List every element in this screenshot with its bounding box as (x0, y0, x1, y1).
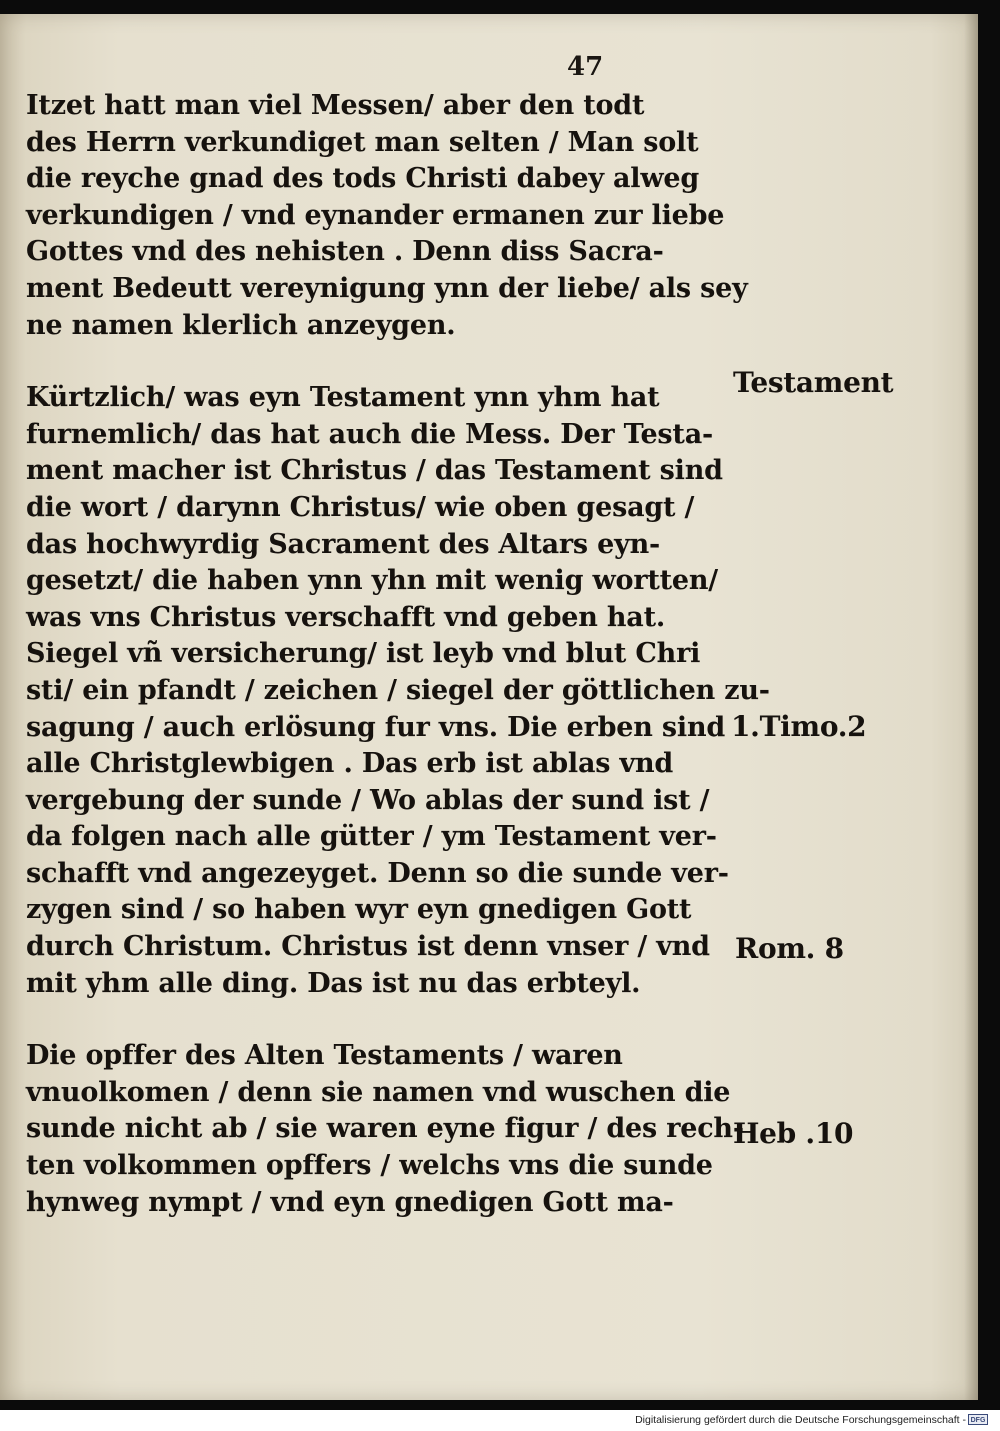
paragraph (26, 88, 748, 344)
text-line: hynweg nympt / vnd eyn gnedigen Gott ma- (26, 1186, 674, 1218)
text-line: sti/ ein pfandt / zeichen / siegel der göttlichen zu- (26, 674, 770, 706)
text-line: vnuolkomen / denn sie namen vnd wuschen die (26, 1076, 731, 1108)
text-line: Siegel vñ versicherung/ ist leyb vnd blut Chri (26, 638, 701, 670)
margin-note-hebrews: Heb .10 (733, 1117, 854, 1150)
text-line: sagung / auch erlösung fur vns. Die erben sind (26, 711, 726, 743)
text-line: mit yhm alle ding. Das ist nu das erbteyl. (26, 967, 641, 999)
book-page (0, 14, 978, 1400)
text-line: verkundigen / vnd eynander ermanen zur liebe (26, 199, 725, 231)
text-line: Kürtzlich/ was eyn Testament ynn yhm hat (26, 382, 660, 414)
text-line: die wort / darynn Christus/ wie oben gesagt / (26, 491, 695, 523)
text-line: da folgen nach alle gütter / ym Testament ver- (26, 821, 717, 853)
paragraph (26, 380, 770, 1002)
margin-note-romans: Rom. 8 (735, 932, 844, 965)
margin-note-timothy: 1.Timo.2 (731, 710, 867, 743)
text-line: die reyche gnad des tods Christi dabey alweg (26, 163, 700, 195)
page-number: 47 (567, 52, 604, 82)
text-line: ment macher ist Christus / das Testament sind (26, 455, 723, 487)
text-line: ne namen klerlich anzeygen. (26, 309, 456, 341)
text-line: furnemlich/ das hat auch die Mess. Der Testa- (26, 418, 714, 450)
body-text (26, 88, 770, 1221)
text-line: das hochwyrdig Sacrament des Altars eyn- (26, 528, 661, 560)
text-line: ment Bedeutt vereynigung ynn der liebe/ als sey (26, 272, 748, 304)
text-line: gesetzt/ die haben ynn yhn mit wenig wortten/ (26, 565, 718, 597)
paragraph (26, 1038, 744, 1221)
text-line: zygen sind / so haben wyr eyn gnedigen Gott (26, 894, 692, 926)
dfg-logo: DFG (968, 1414, 988, 1425)
text-line: vergebung der sunde / Wo ablas der sund ist / (26, 784, 710, 816)
digitization-credit: Digitalisierung gefördert durch die Deutsche Forschungsgemeinschaft - (635, 1414, 966, 1426)
text-line: Itzet hatt man viel Messen/ aber den todt (26, 90, 645, 121)
text-line: Gottes vnd des nehisten . Denn diss Sacra- (26, 236, 664, 268)
text-line: schafft vnd angezeyget. Denn so die sunde ver- (26, 857, 729, 889)
paragraph-gap (26, 344, 726, 380)
text-line: alle Christglewbigen . Das erb ist ablas vnd (26, 748, 674, 780)
text-line: Die opffer des Alten Testaments / waren (26, 1040, 623, 1072)
text-line: des Herrn verkundiget man selten / Man solt (26, 126, 699, 158)
text-line: durch Christum. Christus ist denn vnser / vnd (26, 931, 710, 963)
text-line: was vns Christus verschafft vnd geben hat. (26, 601, 666, 633)
text-line: ten volkommen opffers / welchs vns die sunde (26, 1150, 713, 1182)
paragraph-gap (26, 1002, 726, 1038)
text-line: sunde nicht ab / sie waren eyne figur / des rech- (26, 1113, 744, 1145)
margin-note-testament: Testament (733, 366, 894, 399)
